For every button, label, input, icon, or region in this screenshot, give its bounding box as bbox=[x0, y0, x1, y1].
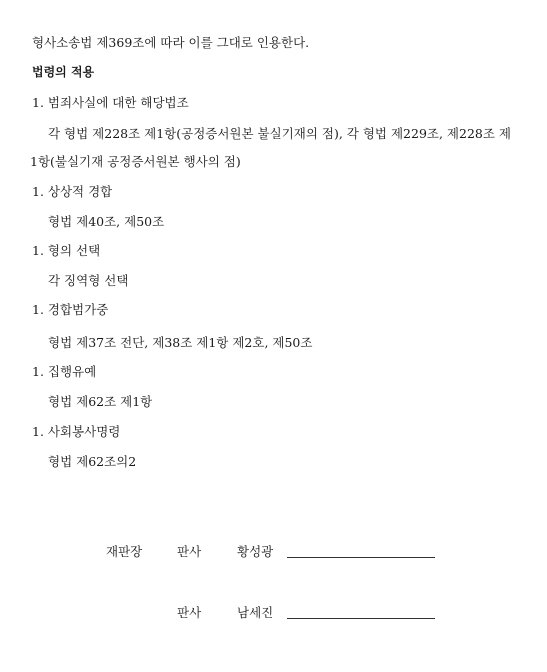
item-body: 형법 제37조 전단, 제38조 제1항 제2호, 제50조 bbox=[48, 335, 313, 350]
signature-line bbox=[287, 557, 435, 558]
signature-name: 남세진 bbox=[237, 605, 274, 620]
item-body: 형법 제40조, 제50조 bbox=[48, 214, 165, 229]
item-body: 형법 제62조 제1항 bbox=[48, 394, 153, 409]
intro-text: 형사소송법 제369조에 따라 이를 그대로 인용한다. bbox=[32, 35, 310, 50]
signature-name: 황성광 bbox=[237, 544, 274, 559]
item-body: 각 징역형 선택 bbox=[48, 273, 129, 288]
item-heading: 1. 형의 선택 bbox=[32, 243, 101, 258]
signature-role: 재판장 bbox=[106, 544, 143, 559]
signature-row-presiding bbox=[0, 542, 547, 562]
item-heading: 1. 상상적 경합 bbox=[32, 184, 113, 199]
item-heading: 1. 집행유예 bbox=[32, 364, 97, 379]
item-heading: 1. 범죄사실에 대한 해당법조 bbox=[32, 95, 189, 110]
signature-title: 판사 bbox=[177, 544, 202, 559]
item-heading: 1. 사회봉사명령 bbox=[32, 424, 121, 439]
item-heading: 1. 경합범가중 bbox=[32, 302, 109, 317]
signature-title: 판사 bbox=[177, 605, 202, 620]
item-body: 1항(불실기재 공정증서원본 행사의 점) bbox=[30, 154, 241, 169]
signature-line bbox=[287, 618, 435, 619]
item-body: 형법 제62조의2 bbox=[48, 454, 137, 469]
signature-row-judge bbox=[0, 603, 547, 623]
section-title: 법령의 적용 bbox=[32, 65, 95, 79]
item-body: 각 형법 제228조 제1항(공정증서원본 불실기재의 점), 각 형법 제229조, 제228조 제 bbox=[48, 126, 511, 141]
